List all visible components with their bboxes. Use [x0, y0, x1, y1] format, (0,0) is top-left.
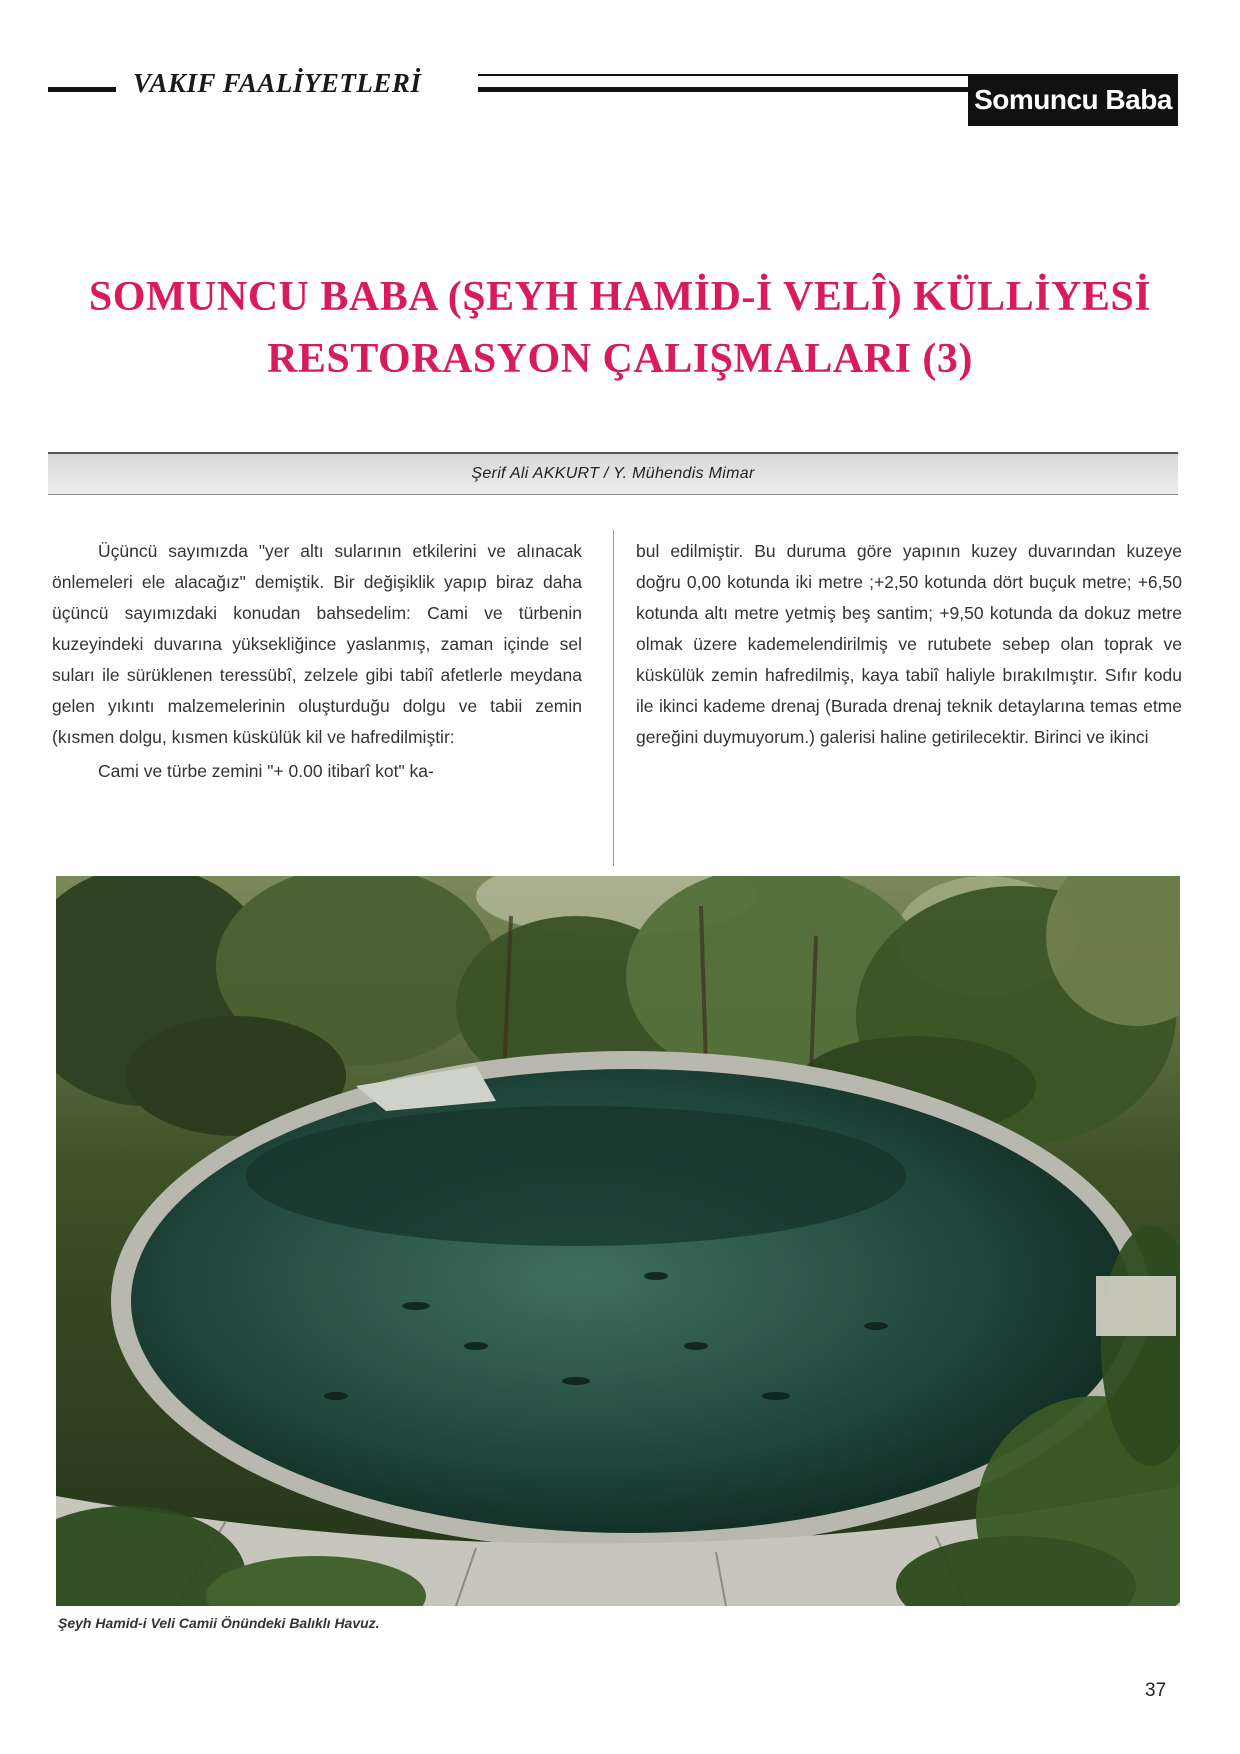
magazine-badge: Somuncu Baba	[968, 74, 1178, 126]
byline-bar	[48, 452, 1178, 495]
section-label: VAKIF FAALİYETLERİ	[133, 68, 422, 98]
page-number: 37	[1145, 1680, 1167, 1701]
author-byline: Şerif Ali AKKURT / Y. Mühendis Mimar	[471, 465, 755, 482]
body-paragraph: Üçüncü sayımızda "yer altı sularının etkilerini ve alınacak önlemeleri ele alacağız" demiştik. Bir değişiklik yapıp biraz daha üçüncü sayımızdaki konudan bahsedelim: Cami ve türbenin kuzeyindeki duvarına yüksekliğince yaslanmış, zaman içinde sel suları ile sürüklenen teressübî, zelzele gibi tabiî afetlerle meydana gelen yıkıntı malzemelerinin oluşturduğu dolgu ve tabii zemin (kısmen dolgu, kısmen küskülük kil ve hafredilmiştir:	[52, 541, 582, 747]
body-paragraph: Cami ve türbe zemini "+ 0.00 itibarî kot" ka-	[98, 761, 434, 781]
header-rule-left	[48, 87, 116, 92]
article-title	[40, 266, 1200, 390]
pool-photo	[56, 876, 1180, 1606]
body-paragraph: bul edilmiştir. Bu duruma göre yapının kuzey duvarından kuzeye doğru 0,00 kotunda iki metre ;+2,50 kotunda dört buçuk metre; +6,50 kotunda altı metre yetmiş beş santim; +9,50 kotunda da dokuz metre olmak üzere kademelendirilmiş ve rutubete sebep olan toprak ve küskülük zemin hafredilmiş, kaya tabiî haliyle bırakılmıştır. Sıfır kodu ile ikinci kademe drenaj (Burada drenaj teknik detaylarına temas etme gereğini duymuyorum.) galerisi haline getirilecektir. Birinci ve ikinci	[636, 541, 1182, 747]
pool-photo-illustration	[56, 876, 1180, 1606]
article-title-line-1: SOMUNCU BABA (ŞEYH HAMİD-İ VELÎ) KÜLLİYESİ	[88, 274, 1152, 320]
column-divider	[613, 530, 614, 866]
header-rule-right	[478, 87, 976, 92]
photo-caption: Şeyh Hamid-i Veli Camii Önündeki Balıklı Havuz.	[58, 1615, 380, 1631]
body-column-right	[636, 536, 1182, 753]
article-title-line-2: RESTORASYON ÇALIŞMALARI (3)	[267, 336, 973, 382]
body-column-left	[52, 536, 582, 787]
